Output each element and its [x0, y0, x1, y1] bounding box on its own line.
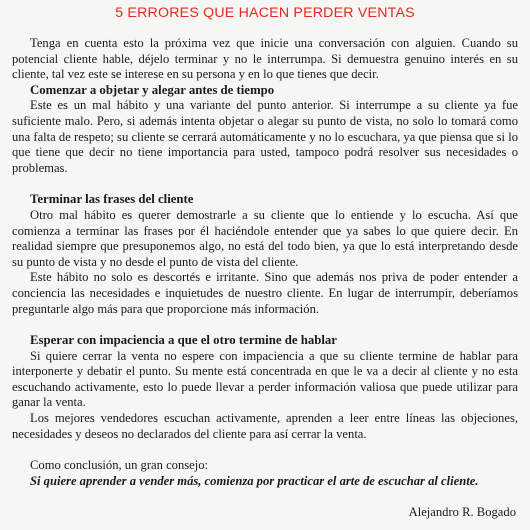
section-paragraph: Si quiere cerrar la venta no espere con impaciencia a que su cliente termine de hablar para interponerte y debatir el punto. Su mente está concentrada en que le va a decir al cliente y no esta escuchando activamente, esto lo puede llevar a perder información valiosa que puede utilizar para ganar la venta. — [12, 348, 518, 410]
section-heading: Terminar las frases del cliente — [30, 192, 194, 207]
advice-text: Si quiere aprender a vender más, comienza por practicar el arte de escuchar al cliente. — [30, 473, 479, 488]
intro-paragraph: Tenga en cuenta esto la próxima vez que inicie una conversación con alguien. Cuando su potencial cliente hable, déjelo terminar y no le interrumpa. Si demuestra genuino interés en su cliente, tal vez este se interese en su persona y en lo que tienes que decir. — [12, 36, 518, 82]
author-signature: Alejandro R. Bogado — [408, 505, 516, 519]
section-heading: Comenzar a objetar y alegar antes de tiempo — [30, 82, 275, 97]
page-title: 5 ERRORES QUE HACEN PERDER VENTAS — [115, 5, 415, 21]
section-paragraph: Los mejores vendedores escuchan activamente, aprenden a leer entre líneas las objeciones, necesidades y deseos no declarados del cliente para así cerrar la venta. — [12, 411, 518, 441]
section-objetar — [12, 83, 518, 177]
section-esperar-impaciencia — [12, 333, 518, 442]
conclusion-text: Como conclusión, un gran consejo: — [30, 458, 209, 473]
section-heading: Esperar con impaciencia a que el otro termine de hablar — [30, 333, 337, 348]
section-paragraph: Otro mal hábito es querer demostrarle a su cliente que lo entiende y lo escucha. Así que comienza a terminar las frases por él haciéndole entender que ya sabes lo que quiere decir. En realidad siempre que presuponemos algo, no está del todo bien, ya que lo está interpretando desde su punto de vista y no desde el punto de vista del cliente. — [12, 207, 518, 269]
section-paragraph: Este hábito no solo es descortés e irritante. Sino que además nos priva de poder entender a conciencia las necesidades e inquietudes de nuestro cliente. En lugar de interrumpir, deberíamos preguntarle algo más para que proporcione más información. — [12, 270, 518, 316]
section-paragraph: Este es un mal hábito y una variante del punto anterior. Si interrumpe a su cliente ya fue suficiente malo. Pero, si además intenta objetar o alegar su punto de vista, no solo lo tomará como una falta de respeto; su cliente se cerrará automáticamente y no lo escuchara, ya que piensa que si lo que tiene que decir no tiene importancia para usted, tampoco podrá resolver sus necesidades o problemas. — [12, 98, 518, 175]
section-terminar-frases — [12, 192, 518, 317]
